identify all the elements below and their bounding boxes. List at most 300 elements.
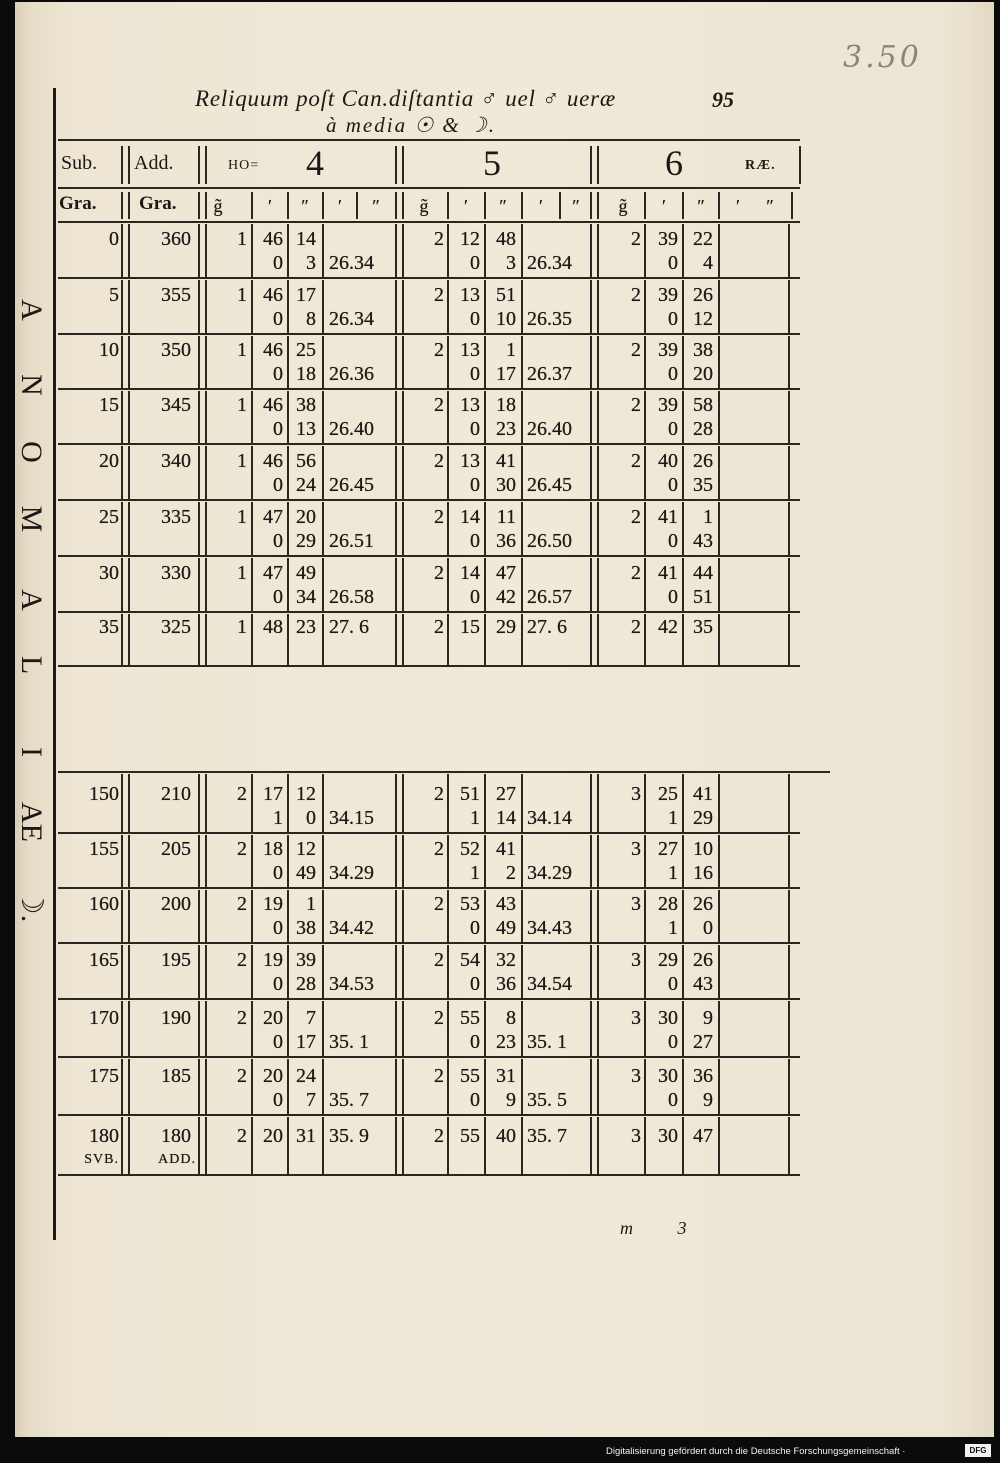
seconds-increment-cell: 28 [693,418,713,440]
seconds-increment-cell: 23 [496,1031,516,1053]
minutes-cell: 53 [460,893,480,915]
seconds-cell: 26 [693,949,713,971]
seconds-cell: 47 [496,562,516,584]
seconds-increment-cell: 10 [496,308,516,330]
degrees-cell: 3 [631,838,641,860]
minutes-increment-cell: 0 [668,363,678,385]
seconds-cell: 26 [693,893,713,915]
minutes-increment-cell: 0 [273,474,283,496]
difference-cell: 34.42 [329,917,374,939]
seconds-increment-cell: 3 [506,252,516,274]
minutes-cell: 47 [263,506,283,528]
minutes-increment-cell: 0 [470,252,480,274]
minutes-increment-cell: 1 [470,807,480,829]
seconds-cell: 43 [496,893,516,915]
degrees-cell: 3 [631,1125,641,1147]
side-title-letter: M [15,505,48,533]
minutes-cell: 25 [658,783,678,805]
difference-cell: 34.53 [329,973,374,995]
difference-cell: 26.35 [527,308,572,330]
seconds-cell: 31 [296,1125,316,1147]
unit-label: ′ [268,196,272,216]
minutes-increment-cell: 0 [273,862,283,884]
minutes-increment-cell: 0 [273,917,283,939]
unit-label: ″ [697,196,705,216]
degrees-cell: 2 [434,783,444,805]
degrees-cell: 2 [434,1007,444,1029]
sub-degree-cell: 0 [109,228,119,250]
column-rule [402,146,404,184]
degrees-cell: 2 [237,893,247,915]
difference-cell: 34.29 [329,862,374,884]
degrees-cell: 3 [631,1007,641,1029]
add-degree-cell: 345 [161,394,191,416]
add-degree-cell: 180 [161,1125,191,1147]
minutes-cell: 46 [263,284,283,306]
minutes-increment-cell: 0 [273,530,283,552]
sub-degree-cell: 180 [89,1125,119,1147]
minutes-increment-cell: 0 [273,973,283,995]
column-rule [799,146,801,184]
minutes-increment-cell: 0 [470,1089,480,1111]
degrees-cell: 1 [237,616,247,638]
unit-label: ″ [766,196,774,216]
add-degree-cell: 200 [161,893,191,915]
difference-cell: 26.34 [329,252,374,274]
seconds-cell: 20 [296,506,316,528]
seconds-cell: 18 [496,394,516,416]
page-subtitle: à media ☉ & ☽. [326,113,497,137]
difference-cell: 26.34 [329,308,374,330]
column-rule [198,146,200,184]
difference-cell: 34.14 [527,807,572,829]
minutes-cell: 14 [460,506,480,528]
unit-label: ′ [736,196,740,216]
degrees-cell: 1 [237,450,247,472]
minutes-cell: 39 [658,339,678,361]
difference-cell: 26.57 [527,586,572,608]
unit-label: ′ [338,196,342,216]
minutes-cell: 51 [460,783,480,805]
column-rule [121,192,123,219]
dfg-logo: DFG [965,1444,991,1457]
side-title-letter: I [15,747,48,757]
sub-degree-cell: 155 [89,838,119,860]
unit-label: g̃ [618,196,628,216]
seconds-increment-cell: 36 [496,973,516,995]
minutes-cell: 39 [658,228,678,250]
seconds-cell: 7 [306,1007,316,1029]
seconds-increment-cell: 0 [703,917,713,939]
unit-label: g̃ [419,196,429,216]
degrees-cell: 1 [237,562,247,584]
seconds-cell: 23 [296,616,316,638]
minutes-increment-cell: 0 [470,530,480,552]
seconds-cell: 36 [693,1065,713,1087]
minutes-increment-cell: 0 [470,308,480,330]
degrees-cell: 2 [237,949,247,971]
minutes-increment-cell: 1 [470,862,480,884]
minutes-cell: 13 [460,394,480,416]
seconds-cell: 41 [496,450,516,472]
degrees-cell: 2 [434,1065,444,1087]
hour-header-6: 6 [665,143,683,183]
degrees-cell: 3 [631,949,641,971]
seconds-cell: 9 [703,1007,713,1029]
minutes-cell: 20 [263,1007,283,1029]
seconds-increment-cell: 38 [296,917,316,939]
column-rule [597,192,599,219]
seconds-increment-cell: 34 [296,586,316,608]
degrees-cell: 2 [631,284,641,306]
minutes-cell: 19 [263,893,283,915]
add-degree-cell: 335 [161,506,191,528]
sub-degree-cell: 5 [109,284,119,306]
seconds-cell: 24 [296,1065,316,1087]
seconds-increment-cell: 16 [693,862,713,884]
minutes-increment-cell: 1 [668,917,678,939]
difference-cell: 34.15 [329,807,374,829]
minutes-cell: 47 [263,562,283,584]
seconds-cell: 12 [296,783,316,805]
column-rule [128,192,130,219]
minutes-cell: 27 [658,838,678,860]
horae-label-left: HO= [228,158,260,173]
seconds-increment-cell: 27 [693,1031,713,1053]
sub-degree-cell: 150 [89,783,119,805]
add-degree-cell: 190 [161,1007,191,1029]
seconds-cell: 51 [496,284,516,306]
difference-cell: 35. 7 [527,1125,567,1147]
seconds-increment-cell: 4 [703,252,713,274]
minutes-increment-cell: 1 [273,807,283,829]
degrees-cell: 2 [434,616,444,638]
difference-cell: 35. 7 [329,1089,369,1111]
minutes-cell: 41 [658,506,678,528]
minutes-increment-cell: 0 [668,418,678,440]
seconds-increment-cell: 20 [693,363,713,385]
seconds-cell: 35 [693,616,713,638]
degrees-cell: 2 [434,284,444,306]
unit-label: g̃ [213,196,223,216]
seconds-cell: 48 [496,228,516,250]
minutes-increment-cell: 0 [470,418,480,440]
degrees-cell: 2 [631,450,641,472]
unit-label: ′ [539,196,543,216]
minutes-cell: 17 [263,783,283,805]
minutes-increment-cell: 0 [470,1031,480,1053]
minutes-cell: 18 [263,838,283,860]
seconds-increment-cell: 13 [296,418,316,440]
degrees-cell: 1 [237,228,247,250]
side-title-letter: ☽. [15,887,48,923]
minutes-increment-cell: 0 [668,530,678,552]
difference-cell: 26.36 [329,363,374,385]
side-title-letter: AE [15,802,48,842]
minutes-cell: 13 [460,284,480,306]
add-degree-cell: 210 [161,783,191,805]
minutes-cell: 13 [460,339,480,361]
add-degree-cell: 340 [161,450,191,472]
seconds-increment-cell: 28 [296,973,316,995]
sub-degree-cell: 25 [99,506,119,528]
sub-gradus-header: Gra. [59,193,97,214]
sub-degree-cell: 30 [99,562,119,584]
seconds-cell: 11 [496,506,516,528]
minutes-increment-cell: 0 [668,586,678,608]
add-degree-cell: 350 [161,339,191,361]
degrees-cell: 3 [631,893,641,915]
minutes-cell: 40 [658,450,678,472]
add-degree-cell: 205 [161,838,191,860]
unit-label: ″ [572,196,580,216]
degrees-cell: 2 [434,893,444,915]
seconds-cell: 32 [496,949,516,971]
seconds-cell: 38 [296,394,316,416]
seconds-increment-cell: 17 [496,363,516,385]
minutes-increment-cell: 0 [470,363,480,385]
degrees-cell: 2 [237,1065,247,1087]
hour-header-4: 4 [306,143,324,183]
seconds-cell: 49 [296,562,316,584]
degrees-cell: 2 [434,450,444,472]
hour-header-5: 5 [483,143,501,183]
minutes-cell: 41 [658,562,678,584]
minutes-increment-cell: 0 [668,474,678,496]
column-rule [597,146,599,184]
degrees-cell: 2 [237,838,247,860]
degrees-cell: 3 [631,1065,641,1087]
difference-cell: 26.45 [329,474,374,496]
seconds-increment-cell: 49 [496,917,516,939]
seconds-increment-cell: 35 [693,474,713,496]
add-degree-cell: 360 [161,228,191,250]
degrees-cell: 1 [237,284,247,306]
seconds-cell: 44 [693,562,713,584]
seconds-cell: 1 [506,339,516,361]
funding-notice: Digitalisierung gefördert durch die Deutsche Forschungsgemeinschaft · [606,1446,906,1457]
minutes-increment-cell: 0 [273,1031,283,1053]
horae-label-right: RÆ. [745,158,776,173]
minutes-cell: 48 [263,616,283,638]
seconds-increment-cell: 18 [296,363,316,385]
minutes-cell: 20 [263,1125,283,1147]
degrees-cell: 2 [631,562,641,584]
minutes-cell: 13 [460,450,480,472]
degrees-cell: 2 [434,394,444,416]
handwritten-folio-number: 3.50 [843,40,922,75]
minutes-cell: 55 [460,1065,480,1087]
difference-cell: 34.54 [527,973,572,995]
unit-label: ″ [301,196,309,216]
difference-cell: 26.37 [527,363,572,385]
difference-cell: 26.40 [329,418,374,440]
row-rule [58,187,800,189]
seconds-increment-cell: 29 [296,530,316,552]
sub-degree-cell: 15 [99,394,119,416]
degrees-cell: 2 [631,616,641,638]
minutes-cell: 12 [460,228,480,250]
seconds-increment-cell: 43 [693,973,713,995]
minutes-cell: 14 [460,562,480,584]
seconds-increment-cell: 29 [693,807,713,829]
minutes-cell: 55 [460,1007,480,1029]
sub-degree-cell: 170 [89,1007,119,1029]
minutes-cell: 28 [658,893,678,915]
minutes-increment-cell: 0 [273,252,283,274]
minutes-increment-cell: 0 [470,917,480,939]
seconds-increment-cell: 3 [306,252,316,274]
minutes-cell: 46 [263,450,283,472]
minutes-cell: 30 [658,1065,678,1087]
column-rule [128,146,130,184]
unit-label: ′ [464,196,468,216]
seconds-cell: 1 [306,893,316,915]
difference-cell: 26.40 [527,418,572,440]
difference-cell: 35. 5 [527,1089,567,1111]
minutes-increment-cell: 0 [273,363,283,385]
unit-label: ″ [372,196,380,216]
seconds-cell: 8 [506,1007,516,1029]
sub-degree-cell: 10 [99,339,119,361]
add-degree-cell: 195 [161,949,191,971]
add-label: ADD. [158,1152,196,1167]
minutes-increment-cell: 0 [470,474,480,496]
seconds-increment-cell: 36 [496,530,516,552]
seconds-increment-cell: 49 [296,862,316,884]
minutes-increment-cell: 0 [273,308,283,330]
sub-degree-cell: 35 [99,616,119,638]
minutes-increment-cell: 0 [668,252,678,274]
seconds-increment-cell: 30 [496,474,516,496]
degrees-cell: 2 [631,506,641,528]
add-column-header: Add. [134,152,174,174]
degrees-cell: 2 [434,339,444,361]
minutes-cell: 20 [263,1065,283,1087]
seconds-increment-cell: 42 [496,586,516,608]
minutes-cell: 30 [658,1125,678,1147]
degrees-cell: 2 [434,506,444,528]
seconds-increment-cell: 8 [306,308,316,330]
degrees-cell: 2 [434,1125,444,1147]
seconds-cell: 41 [693,783,713,805]
seconds-increment-cell: 2 [506,862,516,884]
seconds-cell: 56 [296,450,316,472]
degrees-cell: 2 [631,228,641,250]
row-rule [58,1174,800,1176]
minutes-cell: 39 [658,284,678,306]
minutes-increment-cell: 0 [470,586,480,608]
add-degree-cell: 325 [161,616,191,638]
minutes-increment-cell: 0 [273,418,283,440]
side-title-letter: A [15,589,48,611]
difference-cell: 35. 1 [527,1031,567,1053]
degrees-cell: 2 [631,339,641,361]
minutes-increment-cell: 0 [273,1089,283,1111]
difference-cell: 35. 9 [329,1125,369,1147]
degrees-cell: 1 [237,394,247,416]
sub-degree-cell: 20 [99,450,119,472]
seconds-cell: 25 [296,339,316,361]
seconds-cell: 41 [496,838,516,860]
minutes-increment-cell: 0 [668,973,678,995]
side-title-letter: O [15,441,48,463]
seconds-cell: 47 [693,1125,713,1147]
seconds-cell: 10 [693,838,713,860]
add-degree-cell: 185 [161,1065,191,1087]
seconds-increment-cell: 12 [693,308,713,330]
seconds-cell: 17 [296,284,316,306]
difference-cell: 26.58 [329,586,374,608]
seconds-increment-cell: 7 [306,1089,316,1111]
sub-degree-cell: 165 [89,949,119,971]
minutes-increment-cell: 0 [273,586,283,608]
degrees-cell: 2 [434,949,444,971]
seconds-cell: 14 [296,228,316,250]
minutes-increment-cell: 0 [668,308,678,330]
column-rule [205,146,207,184]
unit-label: ′ [662,196,666,216]
page-number: 95 [712,87,734,112]
minutes-increment-cell: 0 [668,1089,678,1111]
column-rule [395,146,397,184]
minutes-cell: 19 [263,949,283,971]
unit-label: ″ [499,196,507,216]
minutes-cell: 46 [263,394,283,416]
seconds-increment-cell: 43 [693,530,713,552]
minutes-increment-cell: 1 [668,862,678,884]
column-rule [590,146,592,184]
seconds-increment-cell: 14 [496,807,516,829]
seconds-cell: 26 [693,284,713,306]
seconds-cell: 12 [296,838,316,860]
difference-cell: 27. 6 [527,616,567,638]
difference-cell: 26.51 [329,530,374,552]
seconds-increment-cell: 23 [496,418,516,440]
seconds-increment-cell: 24 [296,474,316,496]
column-rule [791,192,793,219]
page-title: Reliquum poſt Can.diſtantia ♂ uel ♂ ueræ [195,86,617,111]
degrees-cell: 2 [237,1007,247,1029]
seconds-cell: 58 [693,394,713,416]
seconds-cell: 22 [693,228,713,250]
row-rule [58,139,800,141]
degrees-cell: 2 [434,562,444,584]
seconds-cell: 27 [496,783,516,805]
minutes-increment-cell: 1 [668,807,678,829]
degrees-cell: 3 [631,783,641,805]
minutes-cell: 52 [460,838,480,860]
difference-cell: 35. 1 [329,1031,369,1053]
seconds-increment-cell: 0 [306,807,316,829]
minutes-cell: 54 [460,949,480,971]
degrees-cell: 1 [237,506,247,528]
row-rule [58,665,800,667]
sub-degree-cell: 160 [89,893,119,915]
page-paper [15,2,994,1437]
difference-cell: 34.43 [527,917,572,939]
sub-degree-cell: 175 [89,1065,119,1087]
difference-cell: 26.50 [527,530,572,552]
minutes-cell: 29 [658,949,678,971]
sub-column-header: Sub. [61,152,98,174]
seconds-cell: 38 [693,339,713,361]
minutes-cell: 42 [658,616,678,638]
seconds-cell: 29 [496,616,516,638]
difference-cell: 26.34 [527,252,572,274]
side-title-letter: L [15,655,48,675]
seconds-cell: 40 [496,1125,516,1147]
